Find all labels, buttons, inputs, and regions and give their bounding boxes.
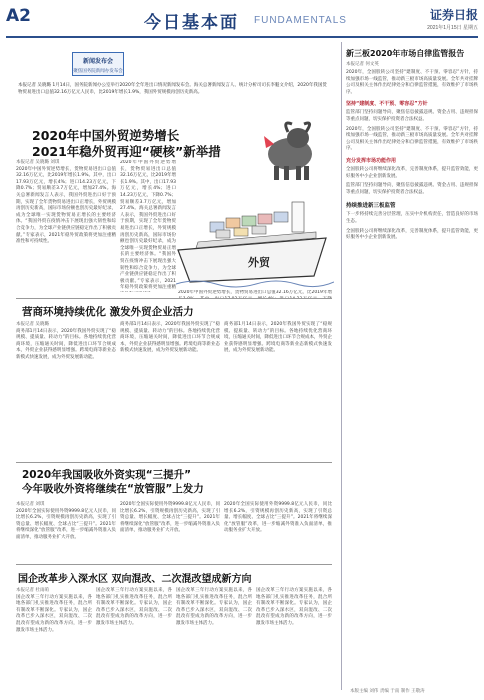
press-conference-badge bbox=[72, 52, 124, 76]
story2-body-left bbox=[16, 322, 116, 362]
story3-body-right: 2020年全国实际使用外资9999.8亿元人民币，同比增长6.2%，引资规模再创历史新高，实现了引资总量、增长幅度、全球占比“三提升”。2021年将继续深化“放管服”改革，进一步缩减外资准入负面清单，推动服务业扩大开放。 bbox=[224, 502, 332, 534]
story3-headline bbox=[22, 468, 322, 496]
story3-headline-line-2: 今年吸收外资将继续在“放管服”上发力 bbox=[22, 483, 204, 495]
headline-line-1: 2020年中国外贸逆势增长 bbox=[32, 128, 180, 143]
sidebar-body-repeat: 2020年，全国股转公司坚持“建制度、不干预、零容忍”方针，持续加强市场一线监管，推动新三板市场高质量发展。全年共对挂牌公司及相关主体作出纪律处分和自律监管措施，有效维护了市场秩序。 bbox=[346, 126, 478, 152]
story1-body: 2020年中国外贸逆势增长，货物贸易进出口总值32.16万亿元，比2019年增长1.9%。其中，出口17.93万亿元，增长4%；进口14.23万亿元，下降0.7%；贸易顺差3.7万亿元，增加27.4%。海关总署新闻发言人表示，我国外贸进出口好于预期，实现了全年货物贸易进出口正增长，外贸规模再创历史新高，国际市场份额也创历史最好纪录，成为全球唯一实现货物贸易正增长的主要经济体。“我国外贸在疫情冲击下展现出强大韧性和综合竞争力，为全球产业链供应链稳定作出了积极贡献。”专家表示，2021年稳外贸政策将更加注重精准性和可持续性。 bbox=[16, 166, 116, 245]
lead-paragraph: 本报记者 吴晓璐 1月14日，国务院新闻办公室举行2020年全年进出口情况新闻发布会。海关总署新闻发言人、统计分析司司长李魁文介绍，2020年我国货物贸易进出口总值32.16万亿元人民币，比2019年增长1.9%，我国外贸规模再创历史新高。 bbox=[18, 83, 327, 95]
story3-body-left bbox=[16, 502, 116, 542]
newspaper-logo: 证券日报 bbox=[429, 8, 478, 22]
sidebar-body-repeat-3: 全国股转公司将继续深化改革，完善制度体系，提升监管效能，更好服务中小企业创新发展。 bbox=[346, 228, 478, 241]
story4-headline: 国企改革步入深水区 双向混改、二次混改望成新方向 bbox=[18, 574, 252, 585]
story3-body: 2020年全国实际使用外资9999.8亿元人民币，同比增长6.2%，引资规模再创历史新高，实现了引资总量、增长幅度、全球占比“三提升”。2021年将继续深化“放管服”改革，进一步缩减外资准入负面清单，推动服务业扩大开放。 bbox=[16, 508, 116, 540]
divider bbox=[16, 462, 332, 463]
section-title: 今日基本面 bbox=[144, 13, 239, 33]
story1-byline: 本报记者 吴晓璐 刘琪 bbox=[16, 160, 60, 165]
story2-body-middle: 商务部1月14日表示，2020年我国外贸实现了“稳规模、提质量、转动力”的目标。各地持续优化营商环境，压缩通关时间，降低进出口环节合规成本，外贸企业获得感明显增强。跨境电商等新业态新模式快速发展，成为外贸发展新动能。 bbox=[120, 322, 220, 354]
story1-body-middle: 2020年中国外贸逆势增长，货物贸易进出口总值32.16万亿元，比2019年增长1.9%。其中，出口17.93万亿元，增长4%；进口14.23万亿元，下降0.7%；贸易顺差3.7万亿元，增加27.4%。海关总署新闻发言人表示，我国外贸进出口好于预期，实现了全年货物贸易进出口正增长，外贸规模再创历史新高，国际市场份额也创历史最好纪录，成为全球唯一实现货物贸易正增长的主要经济体。“我国外贸在疫情冲击下展现出强大韧性和综合竞争力，为全球产业链供应链稳定作出了积极贡献。”专家表示，2021年稳外贸政策将更加注重精 bbox=[120, 160, 176, 291]
sidebar-body-3: 全国股转公司将继续深化改革，完善制度体系，提升监管效能，更好服务中小企业创新发展。 bbox=[346, 166, 478, 179]
story4-body: 国企改革三年行动方案实施以来，各地各部门扎实推进改革任务，混合所有制改革不断深化。专家认为，国企改革已步入深水区，双向混改、二次混改有望成为新的改革方向，进一步激发市场主体活力。 bbox=[16, 594, 92, 633]
story2-byline: 本报记者 吴晓璐 bbox=[16, 322, 49, 327]
story2-headline: 营商环境持续优化 激发外贸企业活力 bbox=[22, 306, 194, 318]
badge-sublabel: 聚焦国务院新闻办发布会 bbox=[73, 69, 123, 74]
sidebar-body-repeat-2: 监管部门坚持问题导向，聚焦信息披露违规、资金占用、违规担保等重点问题，切实保护投资者合法权益。 bbox=[346, 183, 478, 195]
issue-date: 2021年1月15日 星期五 bbox=[427, 25, 478, 31]
sidebar-body-2: 监管部门坚持问题导向，聚焦信息披露违规、资金占用、违规担保等重点问题，切实保护投资者合法权益。 bbox=[346, 110, 478, 122]
sidebar-byline: 本报记者 何文英 bbox=[346, 62, 379, 67]
main-column bbox=[6, 42, 336, 690]
sidebar-headline: 新三板2020年市场自律监管报告 bbox=[346, 49, 465, 58]
divider bbox=[16, 298, 332, 299]
story4-body-col4: 国企改革三年行动方案实施以来，各地各部门扎实推进改革任务，混合所有制改革不断深化。专家认为，国企改革已步入深水区，双向混改、二次混改有望成为新的改革方向，进一步激发市场主体活力。 bbox=[256, 588, 332, 626]
masthead bbox=[6, 4, 478, 38]
story4-body-col3: 国企改革三年行动方案实施以来，各地各部门扎实推进改革任务，混合所有制改革不断深化。专家认为，国企改革已步入深水区，双向混改、二次混改有望成为新的改革方向，进一步激发市场主体活力。 bbox=[176, 588, 252, 626]
ship-hull-label: 外贸 bbox=[248, 256, 270, 269]
sidebar-column bbox=[341, 42, 478, 690]
page-number: A2 bbox=[6, 6, 31, 26]
divider bbox=[16, 564, 332, 565]
sidebar-body: 2020年，全国股转公司坚持“建制度、不干预、零容忍”方针，持续加强市场一线监管，推动新三板市场高质量发展。全年共对挂牌公司及相关主体作出纪律处分和自律监管措施，有效维护了市场秩序。 bbox=[346, 70, 478, 95]
story4-byline: 本报记者 杜雨萌 bbox=[16, 588, 49, 593]
story4-body-col1 bbox=[16, 588, 92, 634]
sidebar-body-4: 下一步将持续完善分层管理，压实中介机构责任，营造良好的市场生态。 bbox=[346, 212, 478, 224]
story2-body: 商务部1月14日表示，2020年我国外贸实现了“稳规模、提质量、转动力”的目标。各地持续优化营商环境，压缩通关时间，降低进出口环节合规成本，外贸企业获得感明显增强。跨境电商等新业态新模式快速发展，成为外贸发展新动能。 bbox=[16, 328, 116, 360]
main-headline bbox=[32, 128, 282, 160]
sidebar-subheading-1: 坚持“建制度、不干预、零容忍”方针 bbox=[346, 101, 428, 108]
story2-body-right: 商务部1月14日表示，2020年我国外贸实现了“稳规模、提质量、转动力”的目标。各地持续优化营商环境，压缩通关时间，降低进出口环节合规成本，外贸企业获得感明显增强。跨境电商等新业态新模式快速发展，成为外贸发展新动能。 bbox=[224, 322, 332, 354]
sidebar-subheading-2: 充分发挥市场功能作用 bbox=[346, 157, 397, 164]
sidebar-subheading-3: 持续推进新三板监管 bbox=[346, 203, 396, 210]
story3-body-middle: 2020年全国实际使用外资9999.8亿元人民币，同比增长6.2%，引资规模再创历史新高，实现了引资总量、增长幅度、全球占比“三提升”。2021年将继续深化“放管服”改革，进一步缩减外资准入负面清单，推动服务业扩大开放。 bbox=[120, 502, 220, 534]
section-english-title: FUNDAMENTALS bbox=[254, 15, 347, 26]
page-footer: 本版主编 刘伟 责编 于南 制作 王敬涛 bbox=[350, 689, 425, 694]
story4-body-col2: 国企改革三年行动方案实施以来，各地各部门扎实推进改革任务，混合所有制改革不断深化。专家认为，国企改革已步入深水区，双向混改、二次混改有望成为新的改革方向，进一步激发市场主体活力。 bbox=[96, 588, 172, 626]
cargo-ship-illustration bbox=[176, 192, 334, 288]
story3-byline: 本报记者 刘琪 bbox=[16, 502, 45, 507]
story1-body-left bbox=[16, 160, 116, 246]
badge-label: 新闻发布会 bbox=[82, 58, 113, 65]
story1-body-right: 2020年中国外贸逆势增长，货物贸易进出口总值32.16万亿元，比2019年增 bbox=[178, 290, 332, 295]
story3-headline-line-1: 2020年我国吸收外资实现“三提升” bbox=[22, 469, 192, 481]
ox-illustration bbox=[258, 112, 320, 182]
headline-line-2: 2021年稳外贸再迎“硬核”新举措 bbox=[32, 144, 221, 159]
